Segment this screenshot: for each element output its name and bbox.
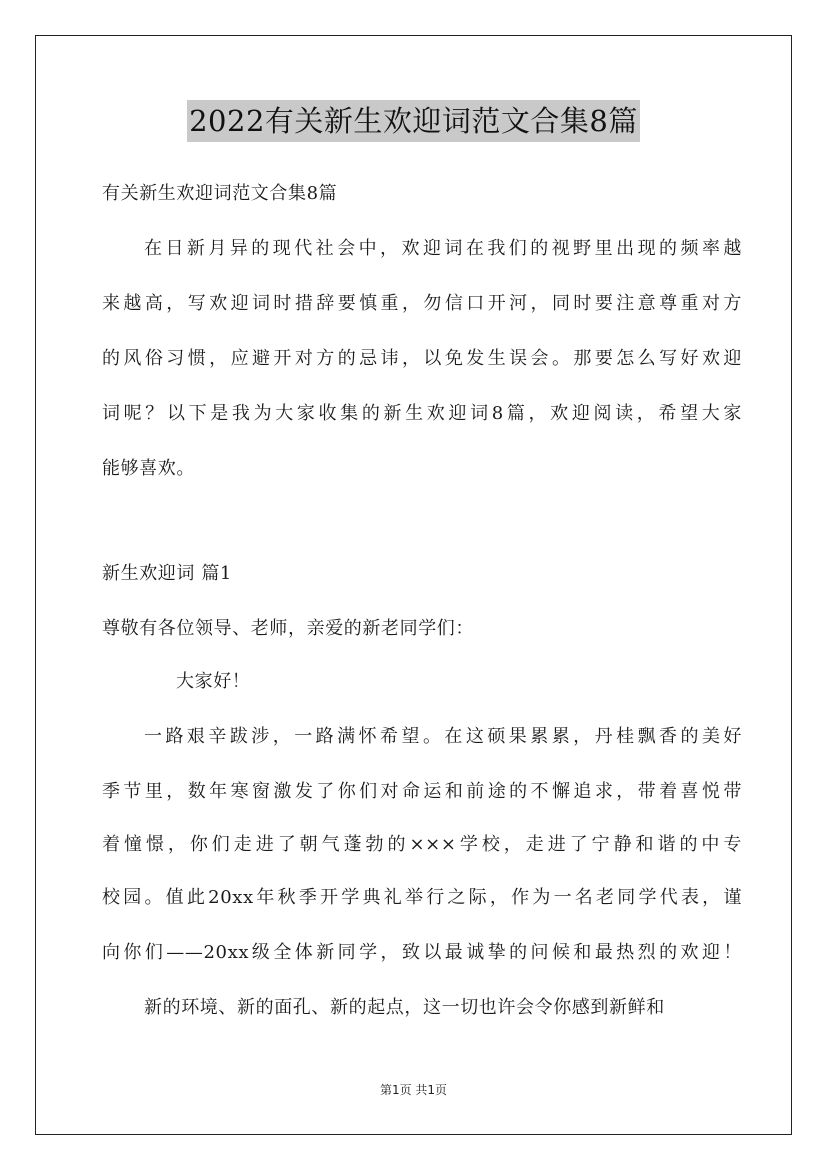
section-heading: 新生欢迎词 篇1 (102, 563, 232, 584)
salutation: 尊敬有各位领导、老师，亲爱的新老同学们： (102, 618, 474, 639)
intro-line-3: 的风俗习惯，应避开对方的忌讳，以免发生误会。那要怎么写好欢迎 (102, 348, 742, 369)
intro-line-5: 能够喜欢。 (102, 458, 195, 479)
document-subtitle: 有关新生欢迎词范文合集8篇 (102, 183, 338, 204)
body-line-3: 着憧憬，你们走进了朝气蓬勃的×××学校，走进了宁静和谐的中专 (102, 834, 742, 855)
greeting: 大家好！ (176, 671, 251, 692)
intro-line-1: 在日新月异的现代社会中，欢迎词在我们的视野里出现的频率越 (144, 238, 742, 259)
body-line-4: 校园。值此20xx年秋季开学典礼举行之际，作为一名老同学代表，谨 (102, 887, 742, 908)
body-line-6: 新的环境、新的面孔、新的起点，这一切也许会令你感到新鲜和 (144, 997, 665, 1018)
body-line-5: 向你们——20xx级全体新同学，致以最诚挚的问候和最热烈的欢迎！ (102, 942, 742, 963)
page-footer: 第1页 共1页 (379, 1083, 448, 1097)
body-line-1: 一路艰辛跋涉，一路满怀希望。在这硕果累累，丹桂飘香的美好 (144, 726, 742, 747)
document-title: 2022有关新生欢迎词范文合集8篇 (187, 100, 640, 142)
body-line-2: 季节里，数年寒窗激发了你们对命运和前途的不懈追求，带着喜悦带 (102, 781, 742, 802)
document-title-container (0, 100, 827, 142)
intro-line-2: 来越高，写欢迎词时措辞要慎重，勿信口开河，同时要注意尊重对方 (102, 293, 742, 314)
intro-line-4: 词呢？以下是我为大家收集的新生欢迎词8篇，欢迎阅读，希望大家 (102, 403, 742, 424)
